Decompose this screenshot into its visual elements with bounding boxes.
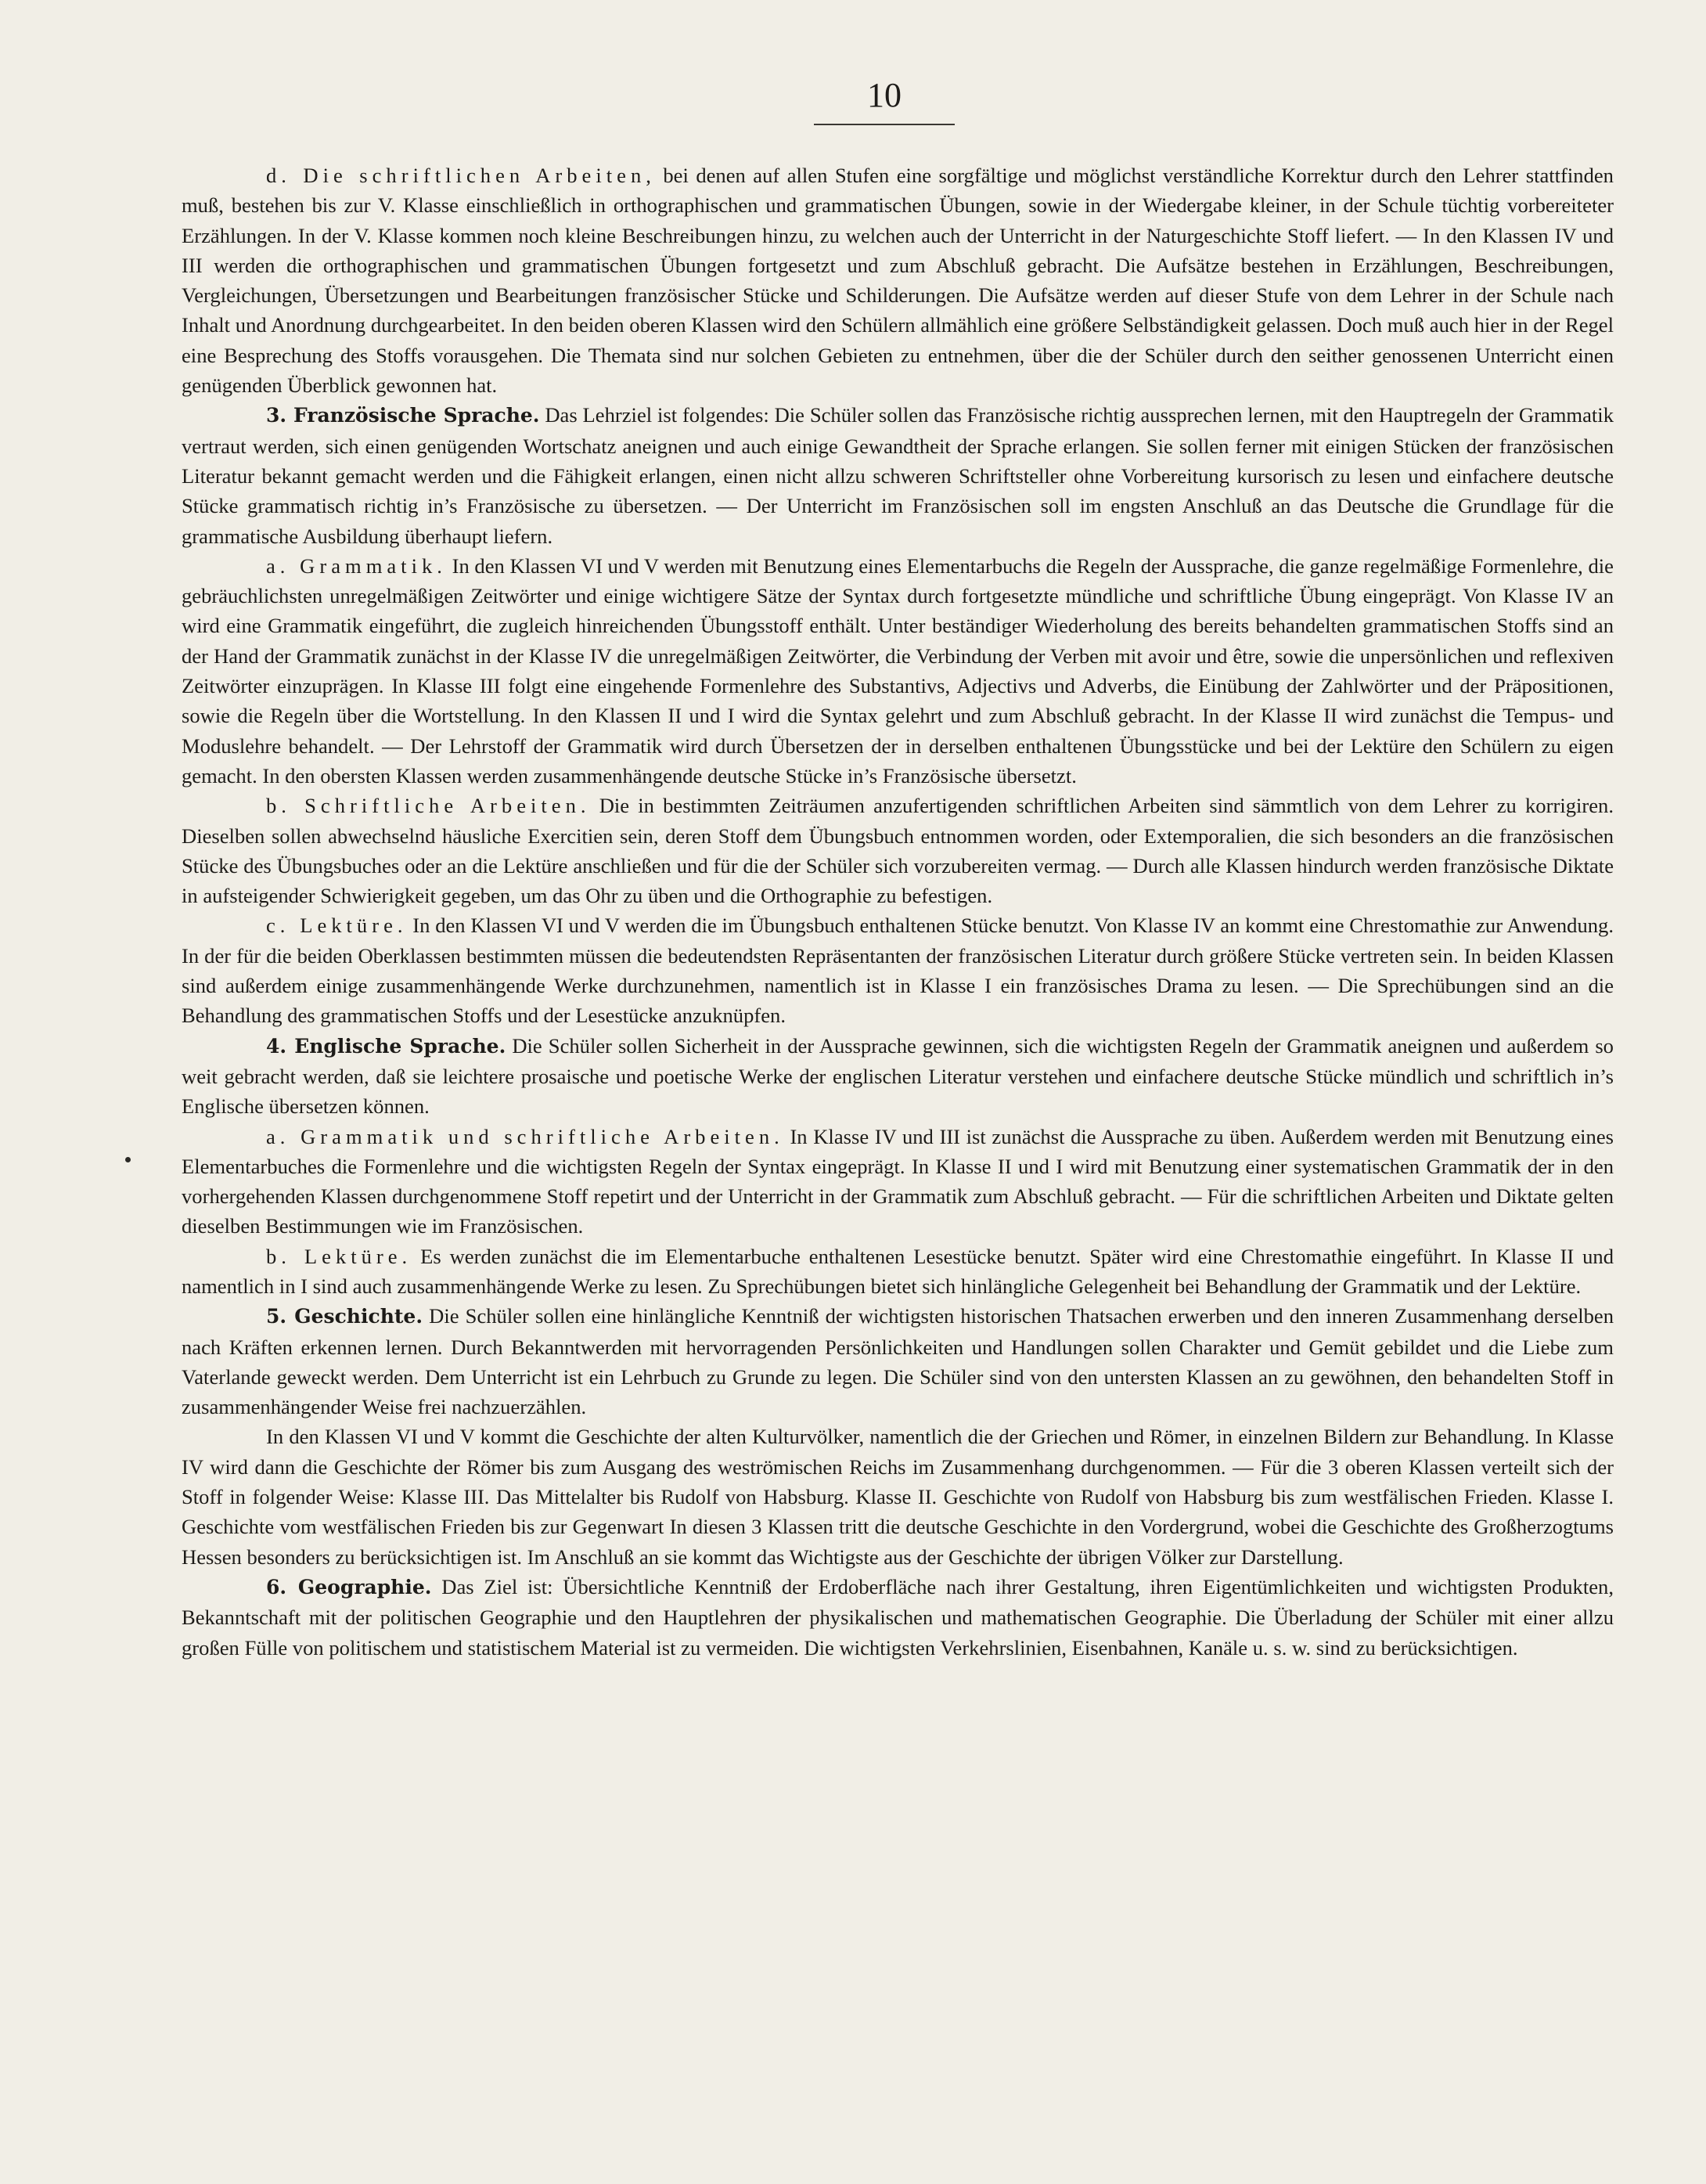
subsection-lead: a. Grammatik. [266, 553, 447, 578]
paragraph-text: Das Lehrziel ist folgendes: Die Schüler sollen das Französische richtig aussprechen lernen, mit den Hauptregeln der Grammatik vertraut werden, sich einen genügenden Wortschatz aneignen und auch einige Gewandtheit der Sprache erlangen. Sie sollen ferner mit einigen Stücken der französischen Literatur bekannt gemacht werden und die Fähigkeit erlangen, einen nicht allzu schweren Schriftsteller ohne Vorbereitung kursorisch zu lesen und einfachere deutsche Stücke grammatisch richtig in’s Französische zu übersetzen. — Der Unterricht im Französischen soll im engsten Anschluß an das Deutsche die Grundlage für die grammatische Ausbildung überhaupt liefern. [182, 403, 1614, 548]
paragraph-text: In Klasse IV und III ist zunächst die Aussprache zu üben. Außerdem werden mit Benutzung eines Elementarbuches die Formenlehre und die wichtigsten Regeln der Syntax eingeprägt. In Klasse II und I wird mit Benutzung einer systematischen Grammatik der in den vorhergehenden Klassen durchgenommene Stoff repetirt und der Unterricht in der Grammatik zum Abschluß gebracht. — Für die schriftlichen Arbeiten und Diktate gelten dieselben Bestimmungen wie im Französischen. [182, 1124, 1614, 1238]
section-heading: 6. Geographie. [266, 1575, 432, 1598]
paragraph [182, 1031, 1614, 1122]
subsection-lead: c. Lektüre. [266, 914, 408, 938]
paragraph [182, 1572, 1614, 1663]
subsection-lead: b. Schriftliche Arbeiten. [266, 794, 591, 818]
paragraph-text: In den Klassen VI und V kommt die Geschichte der alten Kulturvölker, namentlich die der Griechen und Römer, in einzelnen Bildern zur Behandlung. In Klasse IV wird dann die Geschichte der Römer bis zum Ausgang des weströmischen Reichs im Zusammenhang durchgenommen. — Für die 3 oberen Klassen verteilt sich der Stoff in folgender Weise: Klasse III. Das Mittelalter bis Rudolf von Habsburg. Klasse II. Geschichte von Rudolf von Habsburg bis zum westfälischen Frieden. Klasse I. Geschichte vom westfälischen Frieden bis zur Gegenwart In diesen 3 Klassen tritt die deutsche Geschichte in den Vordergrund, wobei die Geschichte des Großherzogtums Hessen besonders zu berücksichtigen ist. Im Anschluß an sie kommt das Wichtigste aus der Geschichte der übrigen Völker zur Darstellung. [182, 1425, 1614, 1569]
paragraph-text: In den Klassen VI und V werden mit Benutzung eines Elementarbuchs die Regeln der Aussprache, die ganze regelmäßige Formenlehre, die gebräuchlichsten unregelmäßigen Zeitwörter und einige wichtigere Sätze der Syntax durch fortgesetzte mündliche und schriftliche Übung eingeprägt. Von Klasse IV an wird eine Grammatik eingeführt, die zugleich hinreichenden Übungsstoff enthält. Unter beständiger Wiederholung des bereits behandelten grammatischen Stoffs sind an der Hand der Grammatik zunächst in der Klasse IV die unregelmäßigen Zeitwörter, die Verbindung der Verben mit avoir und être, sowie die unpersönlichen und reflexiven Zeitwörter einzuprägen. In Klasse III folgt eine eingehende Formenlehre des Substantivs, Adjectivs und Adverbs, die Einübung der Zahlwörter und der Präpositionen, sowie die Regeln über die Wortstellung. In den Klassen II und I wird die Syntax gelehrt und zum Abschluß gebracht. In der Klasse II wird zunächst die Tempus- und Moduslehre behandelt. — Der Lehrstoff der Grammatik wird durch Übersetzen der in derselben enthaltenen Übungsstücke und bei der Lektüre den Schülern zu eigen gemacht. In den obersten Klassen werden zusammenhängende deutsche Stücke in’s Französische übersetzt. [182, 553, 1614, 787]
header-rule [814, 124, 955, 125]
paragraph-text: Es werden zunächst die im Elementarbuche enthaltenen Lesestücke benutzt. Später wird eine Chrestomathie eingeführt. In Klasse II und namentlich in I sind auch zusammenhängende Werke zu lesen. Zu Sprechübungen bietet sich hinlängliche Gelegenheit bei Behandlung der Grammatik und der Lektüre. [182, 1244, 1614, 1298]
margin-dot [125, 1157, 131, 1162]
section-heading: 5. Geschichte. [266, 1305, 423, 1328]
paragraph-text: Die Schüler sollen Sicherheit in der Aussprache gewinnen, sich die wichtigsten Regeln der Grammatik aneignen und außerdem so weit gebracht werden, daß sie leichtere prosaische und poetische Werke der englischen Literatur verstehen und einfachere deutsche Stücke mündlich und schriftlich in’s Englische übersetzen können. [182, 1033, 1614, 1119]
paragraph [182, 400, 1614, 550]
page-number: 10 [867, 76, 902, 114]
paragraph [182, 160, 1614, 400]
paragraph [182, 791, 1614, 910]
paragraph [182, 551, 1614, 791]
subsection-lead: b. Lektüre. [266, 1244, 412, 1268]
paragraph [182, 1422, 1614, 1571]
paragraph-text: Das Ziel ist: Übersichtliche Kenntniß der Erdoberfläche nach ihrer Gestaltung, ihren Eigentümlichkeiten und wichtigsten Produkten, Bekanntschaft mit der politischen Geographie und den Hauptlehren der physikalischen und mathematischen Geographie. Die Überladung der Schüler mit einer allzu großen Fülle von politischem und statistischem Material ist zu vermeiden. Die wichtigsten Verkehrslinien, Eisenbahnen, Kanäle u. s. w. sind zu berücksichtigen. [182, 1574, 1614, 1660]
section-heading: 4. Englische Sprache. [266, 1034, 506, 1058]
body-text [182, 160, 1614, 1663]
paragraph-text: Die Schüler sollen eine hinlängliche Kenntniß der wichtigsten historischen Thatsachen erwerben und den inneren Zusammenhang derselben nach Kräften erkennen lernen. Durch Bekanntwerden mit hervorragenden Persönlichkeiten und Handlungen sollen Charakter und Gemüt gebildet und die Liebe zum Vaterlande geweckt werden. Dem Unterricht ist ein Lehrbuch zu Grunde zu legen. Die Schüler sind von den untersten Klassen an zu gewöhnen, den behandelten Stoff in zusammenhängender Weise frei nachzuerzählen. [182, 1304, 1614, 1419]
subsection-lead: a. Grammatik und schriftliche Arbeiten. [266, 1124, 784, 1148]
paragraph [182, 1301, 1614, 1422]
paragraph-text: bei denen auf allen Stufen eine sorgfältige und möglichst verständliche Korrektur durch den Lehrer stattfinden muß, bestehen bis zur V. Klasse einschließlich in orthographischen und grammatischen Übungen, sowie in der Wiedergabe kleiner, in der Schule tüchtig vorbereiteter Erzählungen. In der V. Klasse kommen noch kleine Beschreibungen hinzu, zu welchen auch der Unterricht in der Naturgeschichte Stoff liefert. — In den Klassen IV und III werden die orthographischen und grammatischen Übungen fortgesetzt und zum Abschluß gebracht. Die Aufsätze bestehen in Erzählungen, Beschreibungen, Vergleichungen, Übersetzungen und Bearbeitungen französischer Stücke und Schilderungen. Die Aufsätze werden auf dieser Stufe von dem Lehrer in der Schule nach Inhalt und Anordnung durchgearbeitet. In den beiden oberen Klassen wird den Schülern allmählich eine größere Selbständigkeit gelassen. Doch muß auch hier in der Regel eine Besprechung des Stoffs vorausgehen. Die Themata sind nur solchen Gebieten zu entnehmen, über die der Schüler durch den seither genossenen Unterricht einen genügenden Überblick gewonnen hat. [182, 164, 1614, 398]
paragraph [182, 910, 1614, 1030]
subsection-lead: d. Die schriftlichen Arbeiten, [266, 164, 656, 187]
paragraph-text: Die in bestimmten Zeiträumen anzufertigenden schriftlichen Arbeiten sind sämmtlich von dem Lehrer zu korrigiren. Dieselben sollen abwechselnd häusliche Exercitien sein, deren Stoff dem Übungsbuch entnommen worden, oder Extemporalien, die sich besonders an die französischen Stücke des Übungsbuches oder an die Lektüre anschließen und für die der Schüler sich vorzubereiten vermag. — Durch alle Klassen hindurch werden französische Diktate in aufsteigender Schwierigkeit gegeben, um das Ohr zu üben und die Orthographie zu befestigen. [182, 794, 1614, 908]
paragraph [182, 1122, 1614, 1242]
paragraph [182, 1242, 1614, 1302]
paragraph-text: In den Klassen VI und V werden die im Übungsbuch enthaltenen Stücke benutzt. Von Klasse IV an kommt eine Chrestomathie zur Anwendung. In der für die beiden Oberklassen bestimmten müssen die bedeutendsten Repräsentanten der französischen Literatur durch größere Stücke vertreten sein. In beiden Klassen sind außerdem einige zusammenhängende Werke durchzunehmen, namentlich ist in Klasse I ein französisches Drama zu lesen. — Die Sprechübungen sind an die Behandlung des grammatischen Stoffs und der Lesestücke anzuknüpfen. [182, 914, 1614, 1028]
section-heading: 3. Französische Sprache. [266, 404, 540, 427]
